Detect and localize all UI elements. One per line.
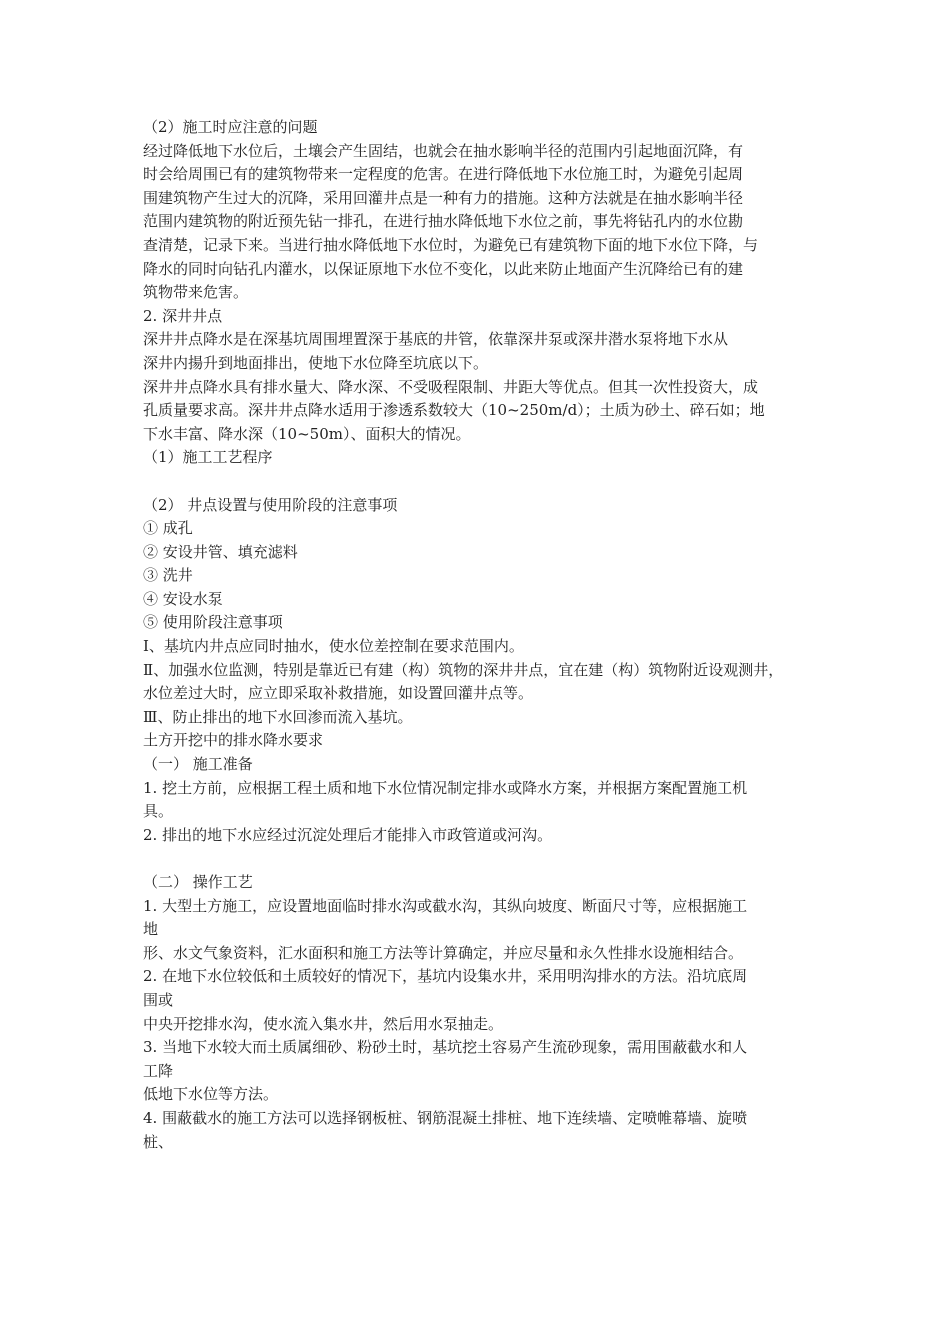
- text-line: 2. 在地下水位较低和土质较好的情况下，基坑内设集水井，采用明沟排水的方法。沿坑底周: [143, 967, 748, 986]
- text-line: 范围内建筑物的附近预先钻一排孔，在进行抽水降低地下水位之前，事先将钻孔内的水位勘: [143, 212, 744, 231]
- document-body: [143, 116, 823, 1154]
- text-line: 围建筑物产生过大的沉降，采用回灌井点是一种有力的措施。这种方法就是在抽水影响半径: [143, 188, 744, 207]
- text-line: （2）施工时应注意的问题: [143, 118, 318, 136]
- text-line: 具。: [143, 802, 174, 821]
- text-line: Ⅰ、基坑内井点应同时抽水，使水位差控制在要求范围内。: [143, 637, 524, 656]
- text-line: 筑物带来危害。: [143, 283, 249, 302]
- text-line: （2） 井点设置与使用阶段的注意事项: [143, 495, 398, 514]
- text-line: 水位差过大时，应立即采取补救措施，如设置回灌井点等。: [143, 684, 534, 703]
- text-line: 4. 围蔽截水的施工方法可以选择钢板桩、钢筋混凝土排桩、地下连续墙、定喷帷幕墙、旋喷: [143, 1108, 748, 1127]
- text-line: Ⅱ、加强水位监测，特别是靠近已有建（构）筑物的深井井点，宜在建（构）筑物附近设观测井，: [143, 660, 784, 679]
- text-line: 深井内揚升到地面排出，使地下水位降至坑底以下。: [143, 353, 489, 372]
- text-line: 降水的同时向钻孔内灌水，以保证原地下水位不变化，以此来防止地面产生沉降给已有的建: [143, 259, 744, 278]
- text-line: 经过降低地下水位后，土壤会产生固结，也就会在抽水影响半径的范围内引起地面沉降，有: [143, 141, 744, 160]
- blank-line: [143, 470, 823, 494]
- text-line: 2. 深井井点: [143, 306, 223, 325]
- text-line: ⑤ 使用阶段注意事项: [143, 613, 283, 632]
- text-line: ② 安设井管、填充滤料: [143, 542, 298, 561]
- text-line: 孔质量要求高。深井井点降水适用于渗透系数较大（10~250m/d）；土质为砂土、碎石如；地: [143, 401, 765, 420]
- text-line: ④ 安设水泵: [143, 589, 223, 608]
- text-line: （一） 施工准备: [143, 755, 253, 774]
- text-line: 工降: [143, 1061, 174, 1080]
- text-line: 桩、: [143, 1132, 174, 1151]
- text-line: 时会给周围已有的建筑物带来一定程度的危害。在进行降低地下水位施工时，为避免引起周: [143, 165, 744, 184]
- text-line: 地: [143, 920, 159, 939]
- text-line: 下水丰富、降水深（10~50m）、面积大的情况。: [143, 424, 471, 443]
- text-line: 围或: [143, 990, 174, 1009]
- text-line: 1. 大型土方施工，应设置地面临时排水沟或截水沟，其纵向坡度、断面尺寸等，应根据施工: [143, 896, 748, 915]
- text-line: （1）施工工艺程序: [143, 448, 273, 467]
- text-line: 1. 挖土方前，应根据工程土质和地下水位情况制定排水或降水方案，并根据方案配置施工机: [143, 778, 748, 797]
- text-line: 深井井点降水是在深基坑周围埋置深于基底的井管，依靠深井泵或深井潜水泵将地下水从: [143, 330, 729, 349]
- blank-line: [143, 847, 823, 871]
- text-line: 中央开挖排水沟，使水流入集水井，然后用水泵抽走。: [143, 1014, 504, 1033]
- text-line: Ⅲ、防止排出的地下水回渗而流入基坑。: [143, 707, 413, 726]
- text-line: 低地下水位等方法。: [143, 1085, 279, 1104]
- text-line: ① 成孔: [143, 519, 193, 538]
- text-line: 3. 当地下水较大而土质属细砂、粉砂土时，基坑挖土容易产生流砂现象，需用围蔽截水和人: [143, 1038, 748, 1057]
- text-line: （二） 操作工艺: [143, 873, 253, 891]
- text-line: 查清楚，记录下来。当进行抽水降低地下水位时，为避免已有建筑物下面的地下水位下降，与: [143, 235, 759, 254]
- text-line: 土方开挖中的排水降水要求: [143, 731, 324, 750]
- text-line: ③ 洗井: [143, 566, 193, 585]
- text-line: 2. 排出的地下水应经过沉淀处理后才能排入市政管道或河沟。: [143, 825, 553, 844]
- text-line: 深井井点降水具有排水量大、降水深、不受吸程限制、井距大等优点。但其一次性投资大，成: [143, 377, 759, 396]
- text-line: 形、水文气象资料，汇水面积和施工方法等计算确定，并应尽量和永久性排水设施相结合。: [143, 943, 744, 962]
